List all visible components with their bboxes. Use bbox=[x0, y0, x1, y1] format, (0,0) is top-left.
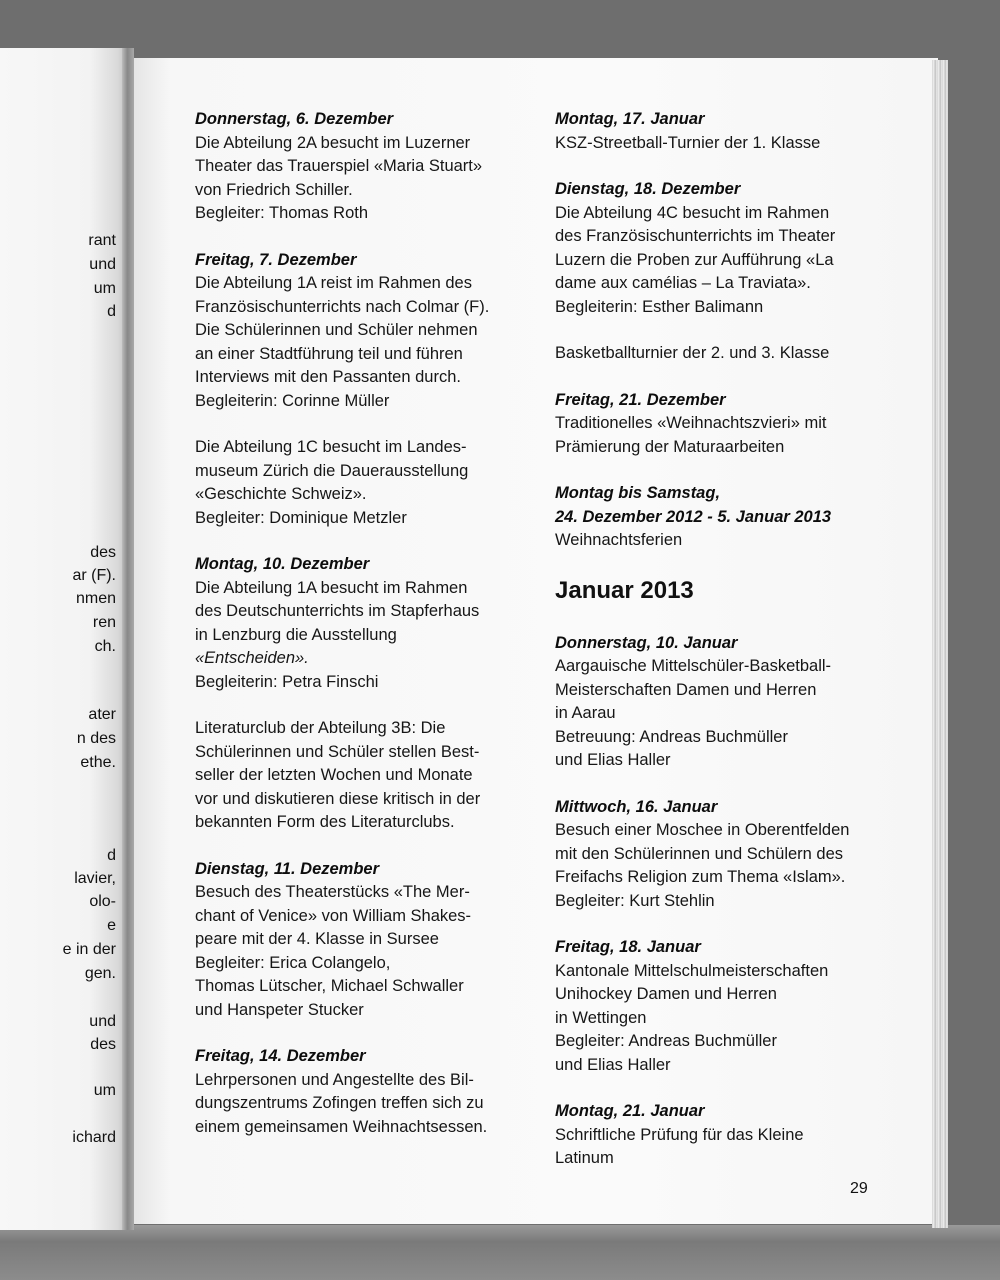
left-page-text-fragment: olo- bbox=[89, 893, 116, 910]
scanner-background bbox=[0, 1225, 1000, 1280]
entry-text: Luzern die Proben zur Aufführung «La bbox=[555, 250, 834, 269]
schedule-entry bbox=[555, 796, 895, 914]
entry-text: Schriftliche Prüfung für das Kleine bbox=[555, 1125, 804, 1144]
entry-text: Interviews mit den Passanten durch. bbox=[195, 368, 461, 386]
entry-date: Freitag, 14. Dezember bbox=[195, 1047, 366, 1065]
entry-text: und Elias Haller bbox=[555, 1055, 671, 1074]
entry-text: «Entscheiden». bbox=[195, 649, 309, 667]
left-page-text-fragment: des bbox=[90, 544, 116, 561]
entry-text: dame aux camélias – La Traviata». bbox=[555, 274, 811, 292]
schedule-column-2 bbox=[555, 108, 895, 1194]
entry-text: Weihnachtsferien bbox=[555, 531, 683, 549]
entry-text: museum Zürich die Dauerausstellung bbox=[195, 461, 469, 480]
entry-text: Die Abteilung 2A besucht im Luzerner bbox=[195, 133, 471, 152]
schedule-entry bbox=[195, 249, 525, 414]
entry-text: Begleiter: Erica Colangelo, bbox=[195, 953, 391, 972]
left-page-text-fragment: um bbox=[93, 280, 116, 297]
left-page-text-fragment: nmen bbox=[75, 590, 116, 607]
entry-text: und Elias Haller bbox=[555, 751, 671, 769]
schedule-entry bbox=[555, 178, 895, 319]
entry-text: Begleiter: Thomas Roth bbox=[195, 204, 369, 222]
entry-text: Kantonale Mittelschulmeisterschaften bbox=[555, 961, 829, 980]
entry-text: peare mit der 4. Klasse in Sursee bbox=[195, 930, 439, 948]
entry-text: Traditionelles «Weihnachtszvieri» mit bbox=[555, 414, 827, 432]
entry-text: chant of Venice» von William Shakes- bbox=[195, 906, 472, 925]
entry-text: Die Schülerinnen und Schüler nehmen bbox=[195, 321, 478, 339]
entry-text: Die Abteilung 1A besucht im Rahmen bbox=[195, 578, 468, 597]
entry-date: Dienstag, 11. Dezember bbox=[195, 859, 380, 878]
entry-text: Die Abteilung 4C besucht im Rahmen bbox=[555, 203, 830, 222]
month-heading: Januar 2013 bbox=[555, 576, 694, 604]
entry-text: Aargauische Mittelschüler-Basketball- bbox=[555, 657, 832, 675]
entry-text: Thomas Lütscher, Michael Schwaller bbox=[195, 977, 464, 995]
entry-text: Meisterschaften Damen und Herren bbox=[555, 680, 817, 699]
entry-text: von Friedrich Schiller. bbox=[195, 180, 353, 199]
book-gutter bbox=[122, 48, 134, 1230]
entry-text: dungszentrums Zofingen treffen sich zu bbox=[195, 1094, 484, 1112]
left-page-text-fragment: ater bbox=[88, 706, 116, 723]
schedule-entry bbox=[555, 108, 895, 155]
entry-text: Lehrpersonen und Angestellte des Bil- bbox=[195, 1070, 474, 1089]
entry-text: in Lenzburg die Ausstellung bbox=[195, 625, 397, 644]
entry-text: Basketballturnier der 2. und 3. Klasse bbox=[555, 344, 830, 362]
schedule-entry bbox=[555, 632, 895, 773]
entry-text: Latinum bbox=[555, 1149, 614, 1167]
entry-text: «Geschichte Schweiz». bbox=[195, 485, 367, 503]
schedule-entry bbox=[195, 1045, 525, 1139]
entry-date: Dienstag, 18. Dezember bbox=[555, 180, 741, 198]
entry-text: Unihockey Damen und Herren bbox=[555, 985, 777, 1003]
entry-text: bekannten Form des Literaturclubs. bbox=[195, 813, 455, 831]
left-page-text-fragment: und bbox=[89, 256, 116, 273]
page-number: 29 bbox=[850, 1180, 868, 1197]
entry-text: mit den Schülerinnen und Schülern des bbox=[555, 844, 844, 863]
schedule-entry bbox=[195, 108, 525, 226]
left-page-text-fragment: e in der bbox=[62, 941, 116, 958]
schedule-entry bbox=[195, 553, 525, 694]
page-edges bbox=[932, 60, 948, 1228]
left-page-text-fragment: ichard bbox=[72, 1129, 116, 1146]
entry-text: Begleiter: Kurt Stehlin bbox=[555, 891, 715, 910]
left-page-text-fragment: d bbox=[107, 847, 116, 864]
entry-text: Schülerinnen und Schüler stellen Best- bbox=[195, 742, 480, 761]
entry-text: und Hanspeter Stucker bbox=[195, 1000, 364, 1019]
schedule-entry bbox=[555, 1100, 895, 1171]
schedule-entry bbox=[555, 936, 895, 1077]
entry-date: Donnerstag, 10. Januar bbox=[555, 633, 738, 652]
schedule-entry bbox=[195, 436, 525, 530]
entry-date: Freitag, 7. Dezember bbox=[195, 250, 357, 269]
entry-text: Die Abteilung 1C besucht im Landes- bbox=[195, 438, 467, 456]
left-page-text-fragment: d bbox=[107, 303, 116, 320]
left-page-text-fragment: ren bbox=[92, 614, 116, 631]
schedule-entry bbox=[555, 389, 895, 460]
entry-text: in Aarau bbox=[555, 704, 616, 722]
entry-date: Montag, 10. Dezember bbox=[195, 555, 370, 573]
schedule-entry bbox=[195, 858, 525, 1023]
entry-text: in Wettingen bbox=[555, 1008, 647, 1027]
left-page-text-fragment: des bbox=[90, 1036, 116, 1053]
entry-date: Montag, 17. Januar bbox=[555, 110, 705, 128]
left-page-text-fragment: lavier, bbox=[74, 870, 116, 887]
entry-text: Prämierung der Maturaarbeiten bbox=[555, 437, 785, 456]
entry-date: Montag, 21. Januar bbox=[555, 1102, 705, 1120]
left-page-text-fragment: und bbox=[89, 1013, 116, 1030]
entry-date: Montag bis Samstag, bbox=[555, 484, 721, 502]
schedule-entry bbox=[195, 717, 525, 835]
entry-text: Besuch des Theaterstücks «The Mer- bbox=[195, 883, 470, 901]
entry-text: Begleiterin: Corinne Müller bbox=[195, 391, 390, 410]
left-page-text-fragment: ar (F). bbox=[72, 567, 116, 584]
left-page-text-fragment: ethe. bbox=[80, 754, 116, 771]
entry-text: seller der letzten Wochen und Monate bbox=[195, 766, 473, 784]
entry-text: Besuch einer Moschee in Oberentfelden bbox=[555, 821, 850, 839]
entry-text: an einer Stadtführung teil und führen bbox=[195, 344, 463, 363]
entry-text: vor und diskutieren diese kritisch in der bbox=[195, 789, 481, 808]
entry-text: Betreuung: Andreas Buchmüller bbox=[555, 727, 788, 746]
entry-date: Mittwoch, 16. Januar bbox=[555, 797, 718, 816]
entry-date: Donnerstag, 6. Dezember bbox=[195, 110, 394, 128]
entry-date-range: 24. Dezember 2012 - 5. Januar 2013 bbox=[555, 507, 832, 526]
entry-text: Begleiter: Andreas Buchmüller bbox=[555, 1032, 777, 1050]
entry-date: Freitag, 21. Dezember bbox=[555, 390, 726, 409]
entry-text: Theater das Trauerspiel «Maria Stuart» bbox=[195, 157, 483, 175]
entry-text: KSZ-Streetball-Turnier der 1. Klasse bbox=[555, 133, 821, 152]
entry-text: Begleiterin: Petra Finschi bbox=[195, 672, 379, 691]
schedule-column-1 bbox=[195, 108, 525, 1162]
entry-date: Freitag, 18. Januar bbox=[555, 938, 701, 956]
schedule-entry bbox=[555, 482, 895, 553]
left-page-text-fragment: n des bbox=[76, 730, 116, 747]
entry-text: Die Abteilung 1A reist im Rahmen des bbox=[195, 274, 472, 292]
entry-text: Französischunterrichts nach Colmar (F). bbox=[195, 297, 490, 316]
entry-text: des Französischunterrichts im Theater bbox=[555, 227, 836, 245]
left-page-text-fragment: rant bbox=[88, 232, 116, 249]
entry-text: einem gemeinsamen Weihnachtsessen. bbox=[195, 1117, 488, 1136]
entry-text: Begleiter: Dominique Metzler bbox=[195, 508, 407, 527]
left-page-text-fragment: ch. bbox=[94, 638, 116, 655]
left-page bbox=[0, 48, 128, 1230]
entry-text: Literaturclub der Abteilung 3B: Die bbox=[195, 719, 446, 737]
entry-text: Begleiterin: Esther Balimann bbox=[555, 297, 764, 316]
schedule-entry bbox=[555, 342, 895, 366]
entry-text: Freifachs Religion zum Thema «Islam». bbox=[555, 868, 846, 886]
entry-text: des Deutschunterrichts im Stapferhaus bbox=[195, 602, 480, 620]
left-page-text-fragment: um bbox=[93, 1082, 116, 1099]
left-page-text-fragment: e bbox=[107, 917, 116, 934]
left-page-text-fragment: gen. bbox=[84, 965, 116, 982]
